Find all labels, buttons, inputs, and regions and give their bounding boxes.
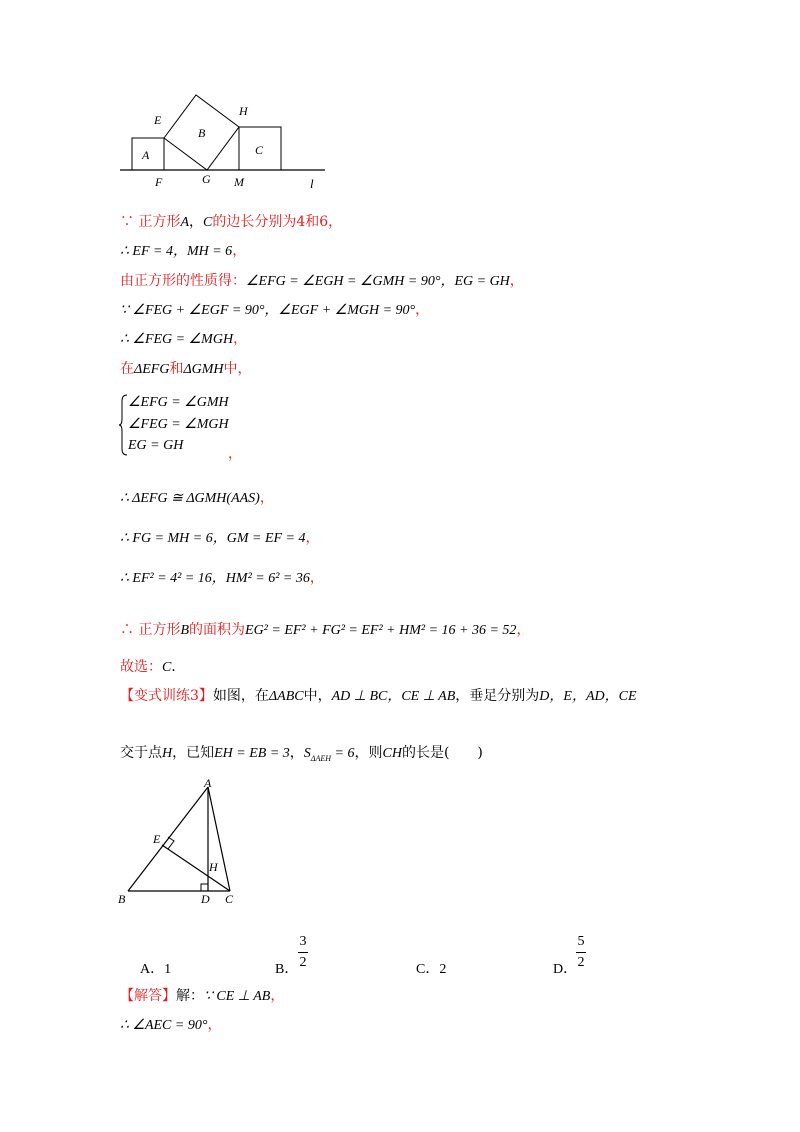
line-6-pre: 在 bbox=[120, 361, 134, 377]
problem2-end: 的长是 bbox=[401, 745, 444, 761]
option-b[interactable] bbox=[275, 958, 298, 978]
line-1-pre: ∵ 正方形 bbox=[120, 214, 181, 230]
answer-line-1 bbox=[120, 986, 284, 1007]
problem2-sep: ， bbox=[289, 745, 304, 761]
system-line-1: ∠EFG = ∠GMH bbox=[128, 395, 229, 410]
answer-comma: ， bbox=[270, 988, 285, 1004]
answer-line-2-comma: ， bbox=[207, 1017, 222, 1033]
option-d-numerator: 5 bbox=[577, 934, 585, 949]
line-11-pre: 故选： bbox=[120, 659, 162, 675]
line-2-comma: ， bbox=[232, 243, 247, 259]
option-d-label: D． bbox=[553, 962, 578, 977]
fig2-label-c: C bbox=[225, 892, 234, 906]
variant-tag: 【变式训练3】 bbox=[120, 688, 213, 704]
line-6-t1: ΔEFG bbox=[134, 362, 170, 377]
line-9-comma: ， bbox=[309, 570, 324, 586]
line-8-math: ∴ FG = MH = 6，GM = EF = 4 bbox=[120, 531, 306, 546]
line-10-comma: ， bbox=[516, 622, 531, 638]
answer-pre: 解： bbox=[176, 988, 204, 1004]
line-1-post: 的边长分别为4和6， bbox=[212, 214, 343, 230]
fig2-label-a: A bbox=[204, 776, 212, 790]
line-1-a: A bbox=[180, 215, 190, 230]
line-3-math: ∠EFG = ∠EGH = ∠GMH = 90°，EG = GH bbox=[246, 274, 510, 289]
problem-triangle: ΔABC bbox=[268, 689, 304, 704]
option-b-denominator: 2 bbox=[299, 955, 307, 970]
line-6-post: 中， bbox=[223, 361, 252, 377]
line-10 bbox=[120, 620, 530, 641]
line-1 bbox=[120, 212, 342, 233]
problem-points: D，E，AD，CE bbox=[539, 689, 637, 704]
system-brace bbox=[118, 393, 128, 457]
line-10-pre: ∴ 正方形 bbox=[120, 622, 181, 638]
line-4 bbox=[120, 300, 429, 321]
line-11-ans: C bbox=[162, 660, 172, 675]
line-7-math: ∴ ΔEFG ≅ ΔGMH(AAS) bbox=[120, 491, 260, 506]
line-1-c: C bbox=[203, 215, 213, 230]
line-5-comma: ， bbox=[233, 331, 248, 347]
line-4-comma: ， bbox=[415, 302, 430, 318]
line-1-sep: ， bbox=[189, 214, 204, 230]
line-6-t2: ΔGMH bbox=[183, 362, 224, 377]
system-comma: ， bbox=[228, 446, 242, 462]
option-b-numerator: 3 bbox=[299, 934, 307, 949]
side-ab bbox=[128, 787, 208, 891]
problem-post: ，垂足分别为 bbox=[455, 688, 540, 704]
fig2-label-h: H bbox=[209, 860, 218, 874]
line-3-pre: 由正方形的性质得： bbox=[120, 273, 246, 289]
line-5-math: ∴ ∠FEG = ∠MGH bbox=[120, 332, 234, 347]
line-10-mid: 的面积为 bbox=[189, 622, 246, 638]
fig2-label-d: D bbox=[201, 892, 210, 906]
line-8 bbox=[120, 528, 320, 549]
fig1-label-a: A bbox=[142, 148, 150, 162]
fig1-label-b: B bbox=[198, 126, 206, 140]
line-6-and: 和 bbox=[169, 361, 184, 377]
option-b-fraction bbox=[298, 934, 308, 971]
problem-text-1: 如图，在 bbox=[212, 688, 269, 704]
problem-line-1 bbox=[120, 686, 637, 707]
fig1-label-c: C bbox=[255, 143, 264, 157]
fig2-label-e: E bbox=[153, 832, 161, 846]
problem-mid: 中， bbox=[303, 688, 332, 704]
line-3-comma: ， bbox=[509, 273, 524, 289]
line-5 bbox=[120, 329, 247, 350]
problem2-paren: ( ) bbox=[443, 745, 483, 761]
option-d[interactable] bbox=[553, 958, 577, 978]
answer-line-2 bbox=[120, 1015, 221, 1036]
line-4-math: ∵ ∠FEG + ∠EGF = 90°，∠EGF + ∠MGH = 90° bbox=[120, 303, 416, 318]
line-7 bbox=[120, 488, 274, 509]
fig1-label-e: E bbox=[154, 113, 162, 127]
fig1-label-m: M bbox=[234, 175, 244, 189]
problem2-pre: 交于点 bbox=[120, 745, 162, 761]
line-9 bbox=[120, 568, 324, 589]
option-a[interactable]: A．1 bbox=[140, 962, 172, 977]
line-8-comma: ， bbox=[305, 530, 320, 546]
option-b-label: B． bbox=[275, 962, 299, 977]
system-line-2: ∠FEG = ∠MGH bbox=[128, 417, 229, 432]
altitude-ce bbox=[162, 845, 230, 891]
line-11 bbox=[120, 657, 185, 678]
side-ac bbox=[208, 787, 230, 891]
problem-line-2 bbox=[120, 743, 483, 769]
line-2 bbox=[120, 241, 246, 262]
triangle-figure bbox=[110, 775, 250, 910]
fig2-label-b: B bbox=[118, 892, 126, 906]
problem2-eq: = 6 bbox=[331, 746, 355, 761]
answer-tag: 【解答】 bbox=[120, 988, 176, 1004]
right-angle-d bbox=[201, 884, 208, 891]
option-c[interactable]: C．2 bbox=[416, 962, 447, 977]
fig1-label-h: H bbox=[239, 104, 248, 118]
fig1-label-l: l bbox=[310, 176, 314, 191]
line-9-math: ∴ EF² = 4² = 16，HM² = 6² = 36 bbox=[120, 571, 310, 586]
option-d-fraction bbox=[576, 934, 586, 971]
line-10-b: B bbox=[180, 623, 190, 638]
problem2-s: S bbox=[303, 746, 311, 761]
problem2-ch: CH bbox=[382, 746, 402, 761]
line-10-math: EG² = EF² + FG² = EF² + HM² = 16 + 36 = 52 bbox=[245, 623, 517, 638]
line-3 bbox=[120, 271, 524, 292]
problem2-sub: ΔAEH bbox=[310, 753, 332, 763]
line-7-comma: ， bbox=[259, 490, 274, 506]
option-d-denominator: 2 bbox=[577, 955, 585, 970]
problem2-post: ，则 bbox=[354, 745, 383, 761]
line-11-post: ． bbox=[171, 659, 186, 675]
line-2-math: ∴ EF = 4，MH = 6 bbox=[120, 244, 233, 259]
problem-math: AD ⊥ BC，CE ⊥ AB bbox=[331, 689, 456, 704]
fig1-label-g: G bbox=[202, 172, 211, 186]
fig1-label-f: F bbox=[155, 175, 163, 189]
squares-figure bbox=[115, 90, 345, 195]
line-6 bbox=[120, 359, 252, 380]
answer-line-2-math: ∴ ∠AEC = 90° bbox=[120, 1018, 208, 1033]
problem2-h: H bbox=[162, 746, 173, 761]
system-line-3: EG = GH bbox=[128, 438, 184, 453]
problem2-math: EH = EB = 3 bbox=[214, 746, 290, 761]
answer-math: ∵ CE ⊥ AB bbox=[204, 989, 271, 1004]
problem2-mid: ，已知 bbox=[172, 745, 215, 761]
